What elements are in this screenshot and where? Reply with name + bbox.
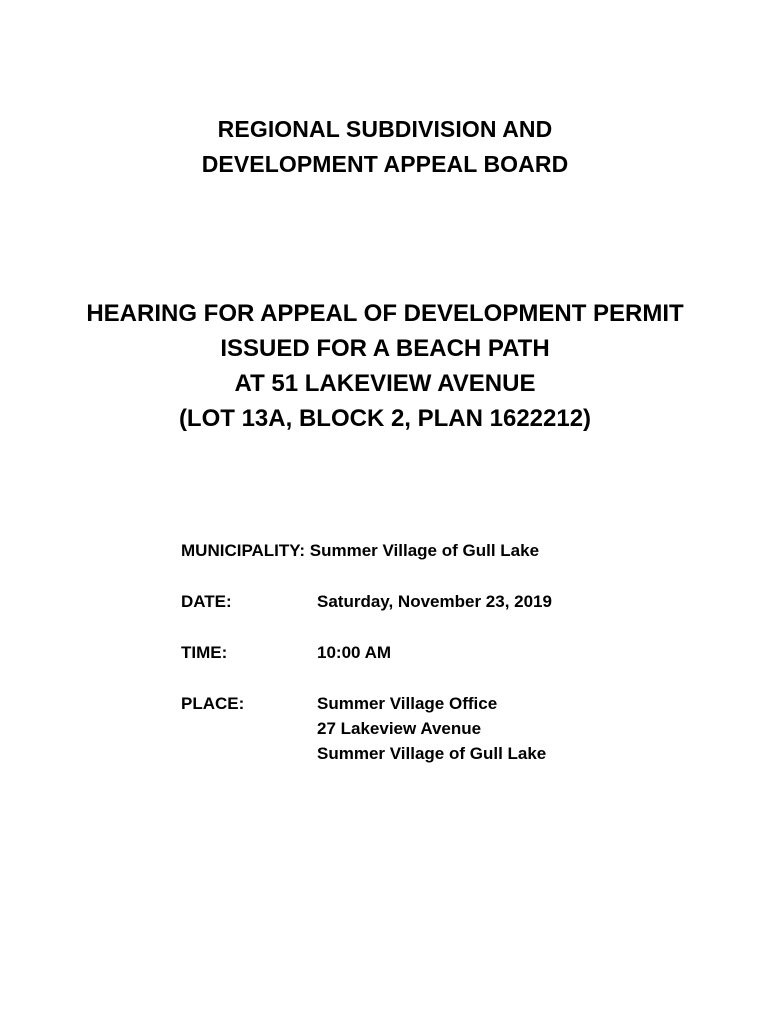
hearing-title-line-1: HEARING FOR APPEAL OF DEVELOPMENT PERMIT — [86, 300, 684, 327]
date-value: Saturday, November 23, 2019 — [317, 592, 552, 611]
hearing-title-line-4: (LOT 13A, BLOCK 2, PLAN 1622212) — [178, 405, 592, 432]
municipality-value: Summer Village of Gull Lake — [309, 541, 540, 560]
municipality-label: MUNICIPALITY: — [181, 541, 306, 560]
hearing-title-line-3: AT 51 LAKEVIEW AVENUE — [234, 370, 536, 397]
place-line-3: Summer Village of Gull Lake — [317, 744, 547, 763]
place-label: PLACE: — [181, 694, 245, 713]
hearing-title — [0, 296, 770, 436]
time-row — [181, 640, 701, 665]
place-value — [317, 691, 546, 766]
hearing-title-line-2: ISSUED FOR A BEACH PATH — [220, 335, 550, 362]
board-title — [0, 112, 770, 182]
date-row — [181, 589, 701, 614]
time-value: 10:00 AM — [317, 643, 392, 662]
place-line-1: Summer Village Office — [317, 694, 498, 713]
municipality-row — [181, 538, 701, 563]
date-label: DATE: — [181, 592, 232, 611]
place-line-2: 27 Lakeview Avenue — [317, 719, 482, 738]
board-title-line-1: REGIONAL SUBDIVISION AND — [217, 116, 553, 142]
hearing-details — [181, 538, 701, 792]
place-row — [181, 691, 701, 766]
time-label: TIME: — [181, 643, 228, 662]
board-title-line-2: DEVELOPMENT APPEAL BOARD — [201, 151, 569, 177]
